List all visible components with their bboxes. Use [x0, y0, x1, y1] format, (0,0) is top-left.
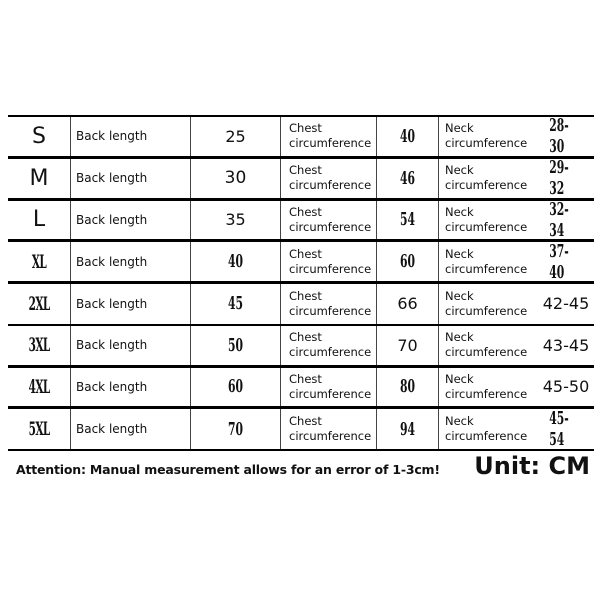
size-row [8, 326, 594, 368]
size-cell [8, 159, 70, 198]
chest-cell [376, 201, 438, 240]
neck-label-line1: Neck [445, 121, 474, 136]
size-chart-table [8, 115, 594, 451]
chest-label [280, 117, 376, 156]
neck-value: 45-50 [542, 377, 590, 397]
back-length-value: 60 [227, 376, 244, 398]
size-row [8, 284, 594, 326]
back-length-label: Back length [70, 201, 190, 240]
back-length-label: Back length [70, 326, 190, 365]
chest-value: 40 [399, 125, 416, 147]
neck-label [438, 201, 538, 240]
back-length-cell [190, 409, 280, 449]
back-length-value: 40 [227, 251, 244, 273]
chest-cell [376, 159, 438, 198]
chest-cell [376, 326, 438, 365]
back-length-value: 50 [227, 334, 244, 356]
neck-label [438, 242, 538, 281]
neck-label [438, 368, 538, 407]
chest-label [280, 242, 376, 281]
size-row [8, 409, 594, 451]
chest-label-line1: Chest [289, 204, 322, 219]
neck-cell [538, 409, 594, 449]
chest-label-line1: Chest [289, 371, 322, 386]
neck-cell [538, 368, 594, 407]
chest-label-line2: circumference [289, 429, 372, 444]
neck-value: 45-54 [549, 408, 569, 451]
chest-value: 70 [397, 335, 418, 355]
size-cell [8, 242, 70, 281]
neck-label [438, 284, 538, 324]
size-value: 2XL [28, 292, 50, 315]
chest-label-line2: circumference [289, 178, 372, 193]
neck-label-line2: circumference [445, 136, 528, 151]
back-length-value: 35 [225, 210, 246, 230]
unit-label: Unit: CM [474, 452, 590, 480]
back-length-label: Back length [70, 284, 190, 324]
back-length-label: Back length [70, 117, 190, 156]
chest-label-line1: Chest [289, 246, 322, 261]
neck-cell [538, 242, 594, 281]
neck-value: 42-45 [542, 294, 590, 314]
back-length-label: Back length [70, 159, 190, 198]
back-length-value: 70 [227, 418, 244, 440]
neck-label-line1: Neck [445, 371, 474, 386]
chest-label-line2: circumference [289, 219, 372, 234]
size-row [8, 368, 594, 410]
chest-label [280, 368, 376, 407]
neck-label-line2: circumference [445, 429, 528, 444]
chest-label-line2: circumference [289, 303, 372, 318]
chest-cell [376, 117, 438, 156]
back-length-cell [190, 201, 280, 240]
neck-value: 29-32 [549, 157, 569, 200]
attention-note: Attention: Manual measurement allows for an error of 1-3cm! [16, 462, 440, 477]
chest-cell [376, 368, 438, 407]
back-length-value: 45 [227, 293, 244, 315]
size-row [8, 242, 594, 284]
chest-label [280, 284, 376, 324]
size-value: M [29, 165, 49, 191]
neck-cell [538, 326, 594, 365]
size-cell [8, 326, 70, 365]
back-length-cell [190, 368, 280, 407]
back-length-value: 25 [225, 126, 246, 146]
chest-label-line1: Chest [289, 163, 322, 178]
back-length-label: Back length [70, 242, 190, 281]
chest-value: 54 [399, 209, 416, 231]
size-cell [8, 284, 70, 324]
neck-label [438, 159, 538, 198]
neck-cell [538, 159, 594, 198]
chest-label-line2: circumference [289, 136, 372, 151]
neck-label-line2: circumference [445, 261, 528, 276]
size-value: 5XL [28, 418, 50, 441]
size-cell [8, 201, 70, 240]
neck-value: 43-45 [542, 335, 590, 355]
size-row [8, 117, 594, 159]
chest-cell [376, 409, 438, 449]
neck-value: 32-34 [549, 198, 569, 241]
chest-cell [376, 242, 438, 281]
neck-label-line1: Neck [445, 414, 474, 429]
chest-value: 46 [399, 167, 416, 189]
back-length-label: Back length [70, 368, 190, 407]
neck-value: 37-40 [549, 240, 569, 283]
chest-label-line1: Chest [289, 414, 322, 429]
neck-label-line1: Neck [445, 246, 474, 261]
chest-label-line2: circumference [289, 345, 372, 360]
neck-cell [538, 198, 594, 241]
chest-label-line1: Chest [289, 121, 322, 136]
chest-cell [376, 284, 438, 324]
chest-label [280, 409, 376, 449]
neck-label-line2: circumference [445, 345, 528, 360]
neck-label-line1: Neck [445, 330, 474, 345]
size-value: XL [31, 250, 47, 273]
chest-label [280, 326, 376, 365]
neck-cell [538, 284, 594, 324]
size-cell [8, 368, 70, 407]
neck-label-line2: circumference [445, 219, 528, 234]
chest-value: 94 [399, 418, 416, 440]
size-value: 3XL [28, 334, 50, 357]
size-row [8, 159, 594, 201]
neck-value: 28-30 [549, 115, 569, 158]
neck-label-line1: Neck [445, 163, 474, 178]
size-row [8, 198, 594, 243]
back-length-label: Back length [70, 409, 190, 449]
chest-label-line2: circumference [289, 386, 372, 401]
back-length-cell [190, 159, 280, 198]
size-value: L [32, 207, 46, 233]
chest-label-line1: Chest [289, 288, 322, 303]
back-length-cell [190, 242, 280, 281]
chest-value: 66 [397, 294, 418, 314]
back-length-cell [190, 326, 280, 365]
size-cell [8, 409, 70, 449]
chest-value: 80 [399, 376, 416, 398]
chest-label [280, 201, 376, 240]
chest-label-line2: circumference [289, 261, 372, 276]
neck-label [438, 409, 538, 449]
back-length-cell [190, 284, 280, 324]
neck-label [438, 117, 538, 156]
neck-label-line1: Neck [445, 288, 474, 303]
chest-label [280, 159, 376, 198]
size-value: S [32, 123, 46, 149]
neck-label-line2: circumference [445, 178, 528, 193]
neck-label-line2: circumference [445, 386, 528, 401]
chest-label-line1: Chest [289, 330, 322, 345]
neck-label-line1: Neck [445, 204, 474, 219]
neck-label-line2: circumference [445, 303, 528, 318]
chest-value: 60 [399, 251, 416, 273]
size-value: 4XL [28, 375, 50, 398]
back-length-cell [190, 117, 280, 156]
neck-label [438, 326, 538, 365]
back-length-value: 30 [224, 168, 247, 189]
neck-cell [538, 117, 594, 156]
size-cell [8, 117, 70, 156]
